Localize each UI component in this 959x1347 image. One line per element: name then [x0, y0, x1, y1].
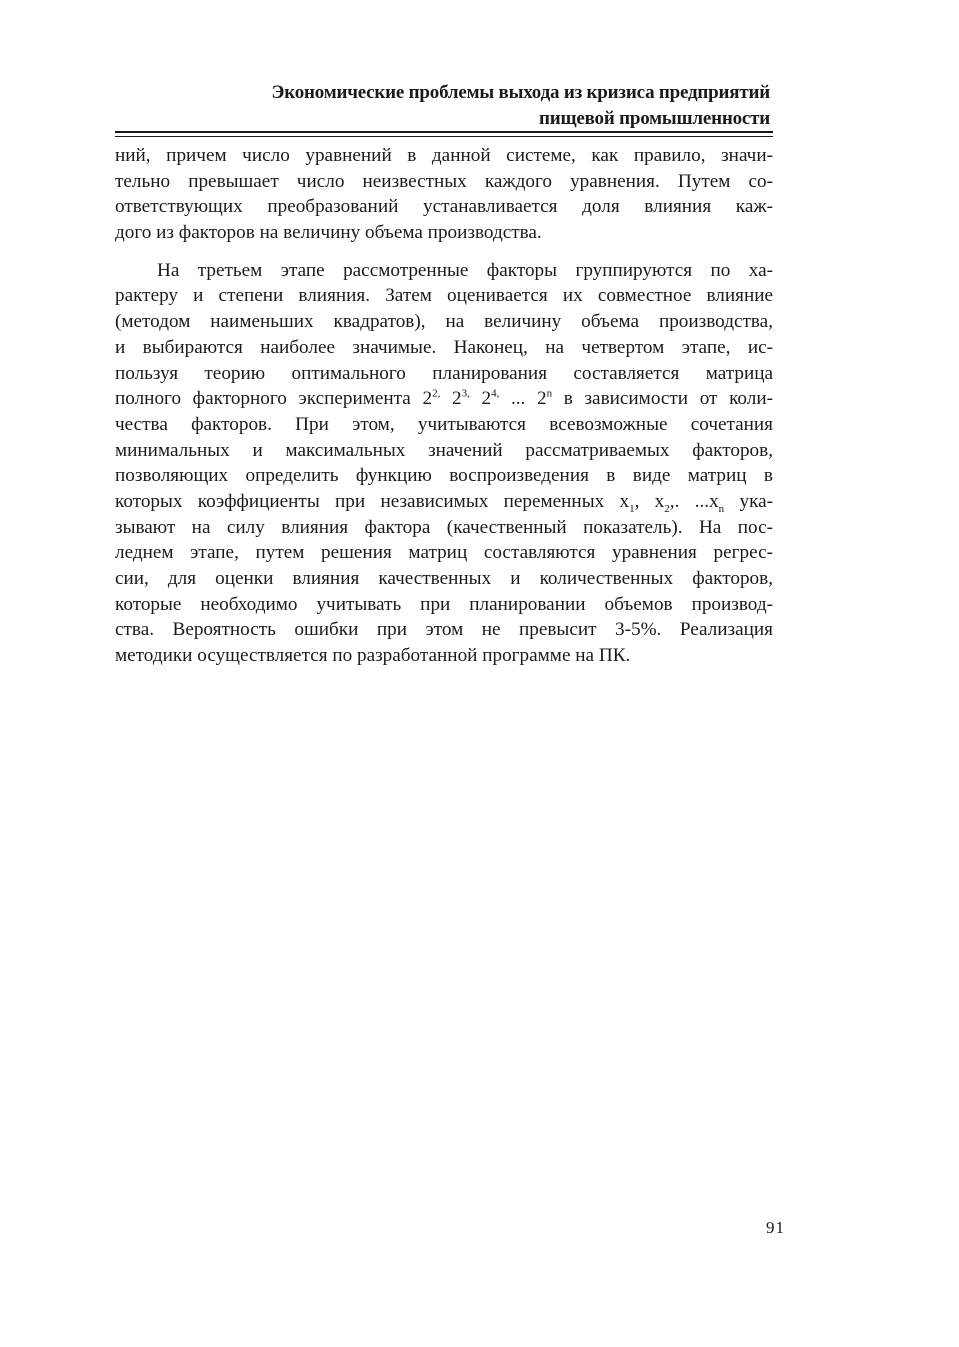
- text-fragment: которых коэффициенты при независимых переменных x: [115, 490, 630, 512]
- text-line: ний, причем число уравнений в данной системе, как правило, значи-: [115, 145, 773, 166]
- text-fragment: в зависимости от коли-: [552, 388, 774, 410]
- running-header-line-1: Экономические проблемы выхода из кризиса предприятий: [271, 82, 770, 103]
- text-fragment: ,. ...x: [669, 490, 719, 512]
- body-text: [115, 143, 773, 669]
- subscript: 1: [629, 502, 635, 515]
- running-header: [115, 80, 770, 132]
- text-fragment: ... 2: [499, 388, 547, 410]
- superscript: n: [546, 387, 553, 400]
- text-line-with-exponents: [115, 386, 773, 412]
- text-fragment: ука-: [724, 490, 774, 512]
- text-line: сии, для оценки влияния качественных и количественных факторов,: [115, 568, 773, 589]
- text-fragment: , x: [634, 490, 665, 512]
- text-line: минимальных и максимальных значений рассматриваемых факторов,: [115, 439, 773, 461]
- text-line: которые необходимо учитывать при планировании объемов производ-: [115, 593, 773, 615]
- text-line: методики осуществляется по разработанной программе на ПК.: [115, 645, 631, 667]
- running-header-line-2: пищевой промышленности: [539, 108, 770, 129]
- text-line: ответствующих преобразований устанавливается доля влияния каж-: [115, 196, 773, 218]
- text-line: чества факторов. При этом, учитываются всевозможные сочетания: [115, 413, 773, 435]
- text-line: и выбираются наиболее значимые. Наконец, на четвертом этапе, ис-: [115, 336, 773, 358]
- subscript: 2: [664, 502, 670, 515]
- text-line: зывают на силу влияния фактора (качественный показатель). На пос-: [115, 516, 773, 538]
- text-line: ства. Вероятность ошибки при этом не превысит 3-5%. Реализация: [115, 619, 773, 641]
- text-line: рактеру и степени влияния. Затем оценивается их совместное влияние: [115, 285, 773, 307]
- paragraph-gap: [115, 246, 773, 258]
- text-fragment: полного факторного эксперимента 2: [115, 388, 433, 410]
- text-line: позволяющих определить функцию воспроизведения в виде матриц в: [115, 465, 773, 487]
- text-line-with-subscripts: [115, 489, 773, 515]
- text-line: тельно превышает число неизвестных каждого уравнения. Путем со-: [115, 170, 773, 192]
- superscript: 4,: [491, 387, 500, 400]
- header-rule-thick: [115, 131, 773, 133]
- text-fragment: 2: [440, 388, 462, 410]
- text-line: пользуя теорию оптимального планирования составляется матрица: [115, 362, 773, 384]
- text-line: (методом наименьших квадратов), на величину объема производства,: [115, 311, 773, 333]
- superscript: 3,: [461, 387, 470, 400]
- text-line: леднем этапе, путем решения матриц составляются уравнения регрес-: [115, 542, 773, 564]
- paragraph-2: [115, 258, 773, 669]
- page-number: 91: [766, 1218, 785, 1237]
- text-line: На третьем этапе рассмотренные факторы группируются по ха-: [157, 259, 773, 281]
- subscript: n: [718, 502, 725, 515]
- paragraph-1: [115, 143, 773, 246]
- header-rule-thin: [115, 136, 773, 137]
- superscript: 2,: [432, 387, 441, 400]
- text-fragment: 2: [469, 388, 492, 410]
- text-line: дого из факторов на величину объема производства.: [115, 222, 542, 244]
